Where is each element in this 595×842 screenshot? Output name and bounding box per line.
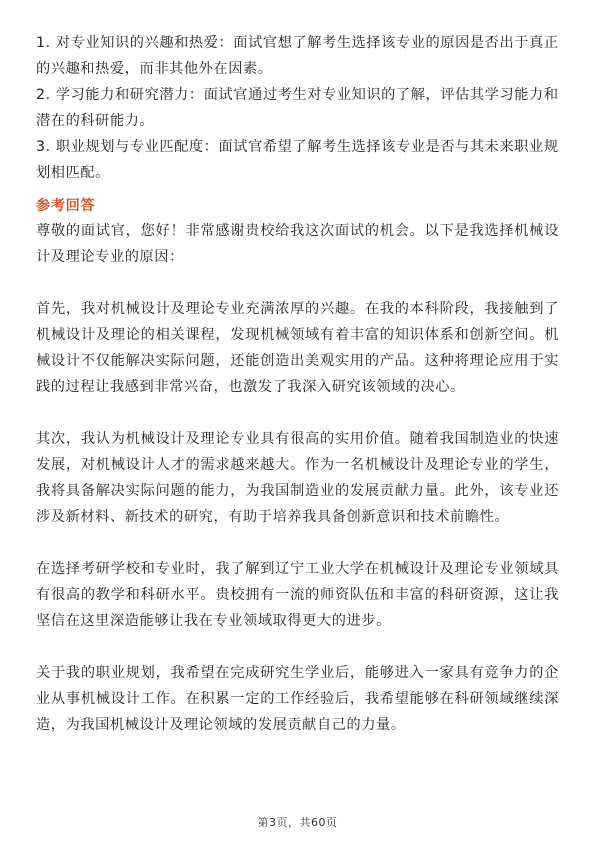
answer-paragraph-interest: 首先，我对机械设计及理论专业充满浓厚的兴趣。在我的本科阶段，我接触到了机械设计及理论的相关课程，发现机械领域有着丰富的知识体系和创新空间。机械设计不仅能解决实际问题，还能创造出美观实用的产品。这种将理论应用于实践的过程让我感到非常兴奋，也激发了我深入研究该领域的决心。 bbox=[36, 301, 559, 395]
answer-heading: 参考回答 bbox=[36, 198, 96, 214]
paragraph-gap bbox=[36, 634, 559, 660]
answer-greeting: 尊敬的面试官，您好！非常感谢贵校给我这次面试的机会。以下是我选择机械设计及理论专业的原因： bbox=[36, 223, 559, 265]
criterion-2: 2. 学习能力和研究潜力：面试官通过考生对专业知识的了解，评估其学习能力和潜在的科研能力。 bbox=[36, 87, 559, 129]
paragraph-gap bbox=[36, 530, 559, 556]
answer-paragraph-school: 在选择考研学校和专业时，我了解到辽宁工业大学在机械设计及理论专业领域具有很高的教学和科研水平。贵校拥有一流的师资队伍和丰富的科研资源，这让我坚信在这里深造能够让我在专业领域取得更大的进步。 bbox=[36, 561, 559, 629]
paragraph-gap bbox=[36, 400, 559, 426]
page-number-footer: 第3页，共60页 bbox=[257, 816, 338, 829]
criterion-1: 1. 对专业知识的兴趣和热爱：面试官想了解考生选择该专业的原因是否出于真正的兴趣和热爱，而非其他外在因素。 bbox=[36, 35, 559, 77]
answer-paragraph-value: 其次，我认为机械设计及理论专业具有很高的实用价值。随着我国制造业的快速发展，对机械设计人才的需求越来越大。作为一名机械设计及理论专业的学生，我将具备解决实际问题的能力，为我国制造业的发展贡献力量。此外，该专业还涉及新材料、新技术的研究，有助于培养我具备创新意识和技术前瞻性。 bbox=[36, 431, 559, 525]
criterion-3: 3. 职业规划与专业匹配度：面试官希望了解考生选择该专业是否与其未来职业规划相匹配。 bbox=[36, 139, 559, 181]
document-body bbox=[36, 30, 559, 738]
paragraph-gap bbox=[36, 270, 559, 296]
answer-paragraph-career: 关于我的职业规划，我希望在完成研究生学业后，能够进入一家具有竞争力的企业从事机械设计工作。在积累一定的工作经验后，我希望能够在科研领域继续深造，为我国机械设计及理论领域的发展贡献自己的力量。 bbox=[36, 665, 559, 733]
